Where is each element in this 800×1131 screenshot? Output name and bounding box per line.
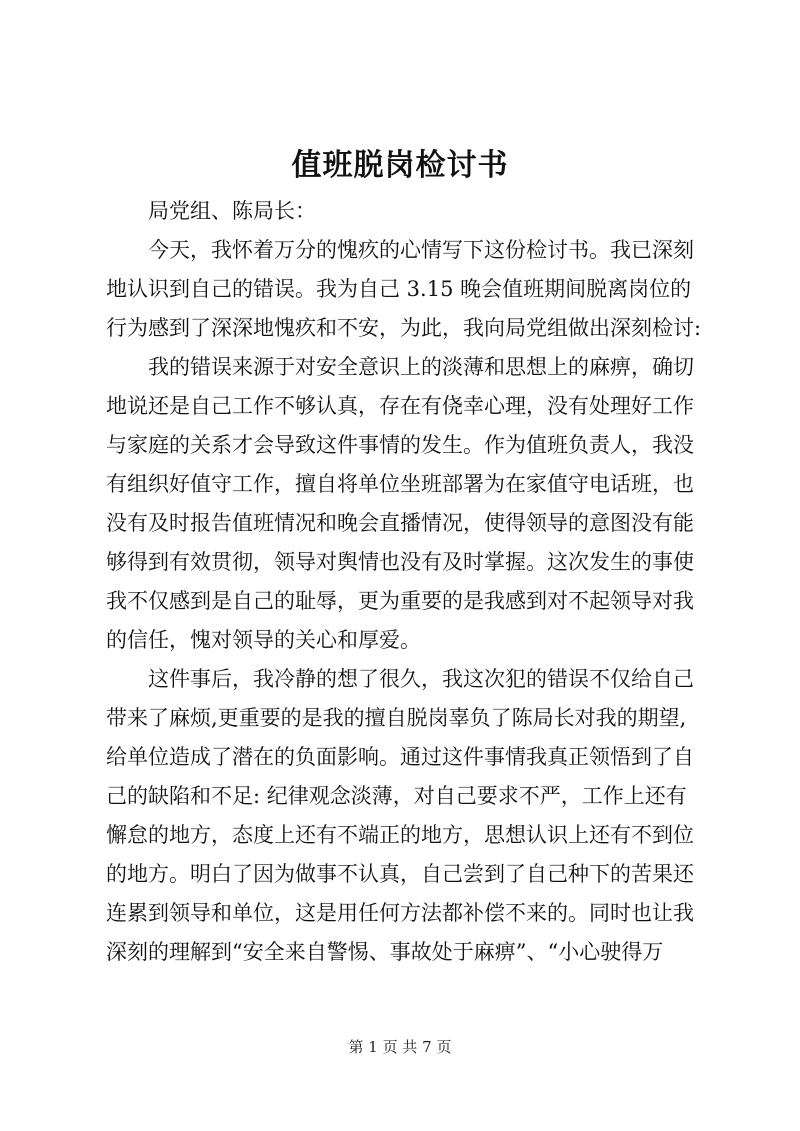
page-number-footer: 第 1 页 共 7 页 bbox=[348, 1038, 452, 1056]
paragraph-3-line-2: 带来了麻烦,更重要的是我的擅自脱岗辜负了陈局长对我的期望, bbox=[106, 706, 687, 730]
paragraph-2-line-3: 与家庭的关系才会导致这件事情的发生。作为值班负责人，我没 bbox=[106, 433, 694, 457]
paragraph-2-line-7: 我不仅感到是自己的耻辱，更为重要的是我感到对不起领导对我 bbox=[106, 589, 694, 613]
paragraph-3-line-3: 给单位造成了潜在的负面影响。通过这件事情我真正领悟到了自 bbox=[106, 745, 694, 769]
paragraph-2-line-5: 没有及时报告值班情况和晚会直播情况，使得领导的意图没有能 bbox=[106, 511, 694, 535]
paragraph-2-line-6: 够得到有效贯彻，领导对舆情也没有及时掌握。这次发生的事使 bbox=[106, 550, 694, 574]
paragraph-1-line-3: 行为感到了深深地愧疚和不安，为此，我向局党组做出深刻检讨: bbox=[106, 316, 702, 340]
paragraph-2-line-2: 地说还是自己工作不够认真，存在有侥幸心理，没有处理好工作 bbox=[106, 394, 694, 418]
paragraph-3-line-6: 的地方。明白了因为做事不认真，自己尝到了自己种下的苦果还 bbox=[106, 862, 694, 886]
salutation: 局党组、陈局长： bbox=[148, 199, 316, 223]
paragraph-3-line-8: 深刻的理解到“安全来自警惕、事故处于麻痹”、“小心驶得万 bbox=[106, 940, 664, 964]
paragraph-2-line-1: 我的错误来源于对安全意识上的淡薄和思想上的麻痹，确切 bbox=[148, 355, 694, 379]
paragraph-3-line-1: 这件事后，我冷静的想了很久，我这次犯的错误不仅给自己 bbox=[148, 667, 694, 691]
paragraph-1-line-2: 地认识到自己的错误。我为自己 3.15 晚会值班期间脱离岗位的 bbox=[106, 277, 692, 301]
document-body bbox=[106, 192, 702, 972]
paragraph-3-line-7: 连累到领导和单位，这是用任何方法都补偿不来的。同时也让我 bbox=[106, 901, 694, 925]
paragraph-1-line-1: 今天，我怀着万分的愧疚的心情写下这份检讨书。我已深刻 bbox=[148, 238, 694, 262]
paragraph-2-line-8: 的信任，愧对领导的关心和厚爱。 bbox=[106, 628, 421, 652]
paragraph-3-line-5: 懈怠的地方，态度上还有不端正的地方，思想认识上还有不到位 bbox=[106, 823, 694, 847]
paragraph-2-line-4: 有组织好值守工作，擅自将单位坐班部署为在家值守电话班，也 bbox=[106, 472, 694, 496]
document-title: 值班脱岗检讨书 bbox=[291, 148, 509, 183]
paragraph-3-line-4: 己的缺陷和不足: 纪律观念淡薄，对自己要求不严，工作上还有 bbox=[106, 784, 687, 808]
